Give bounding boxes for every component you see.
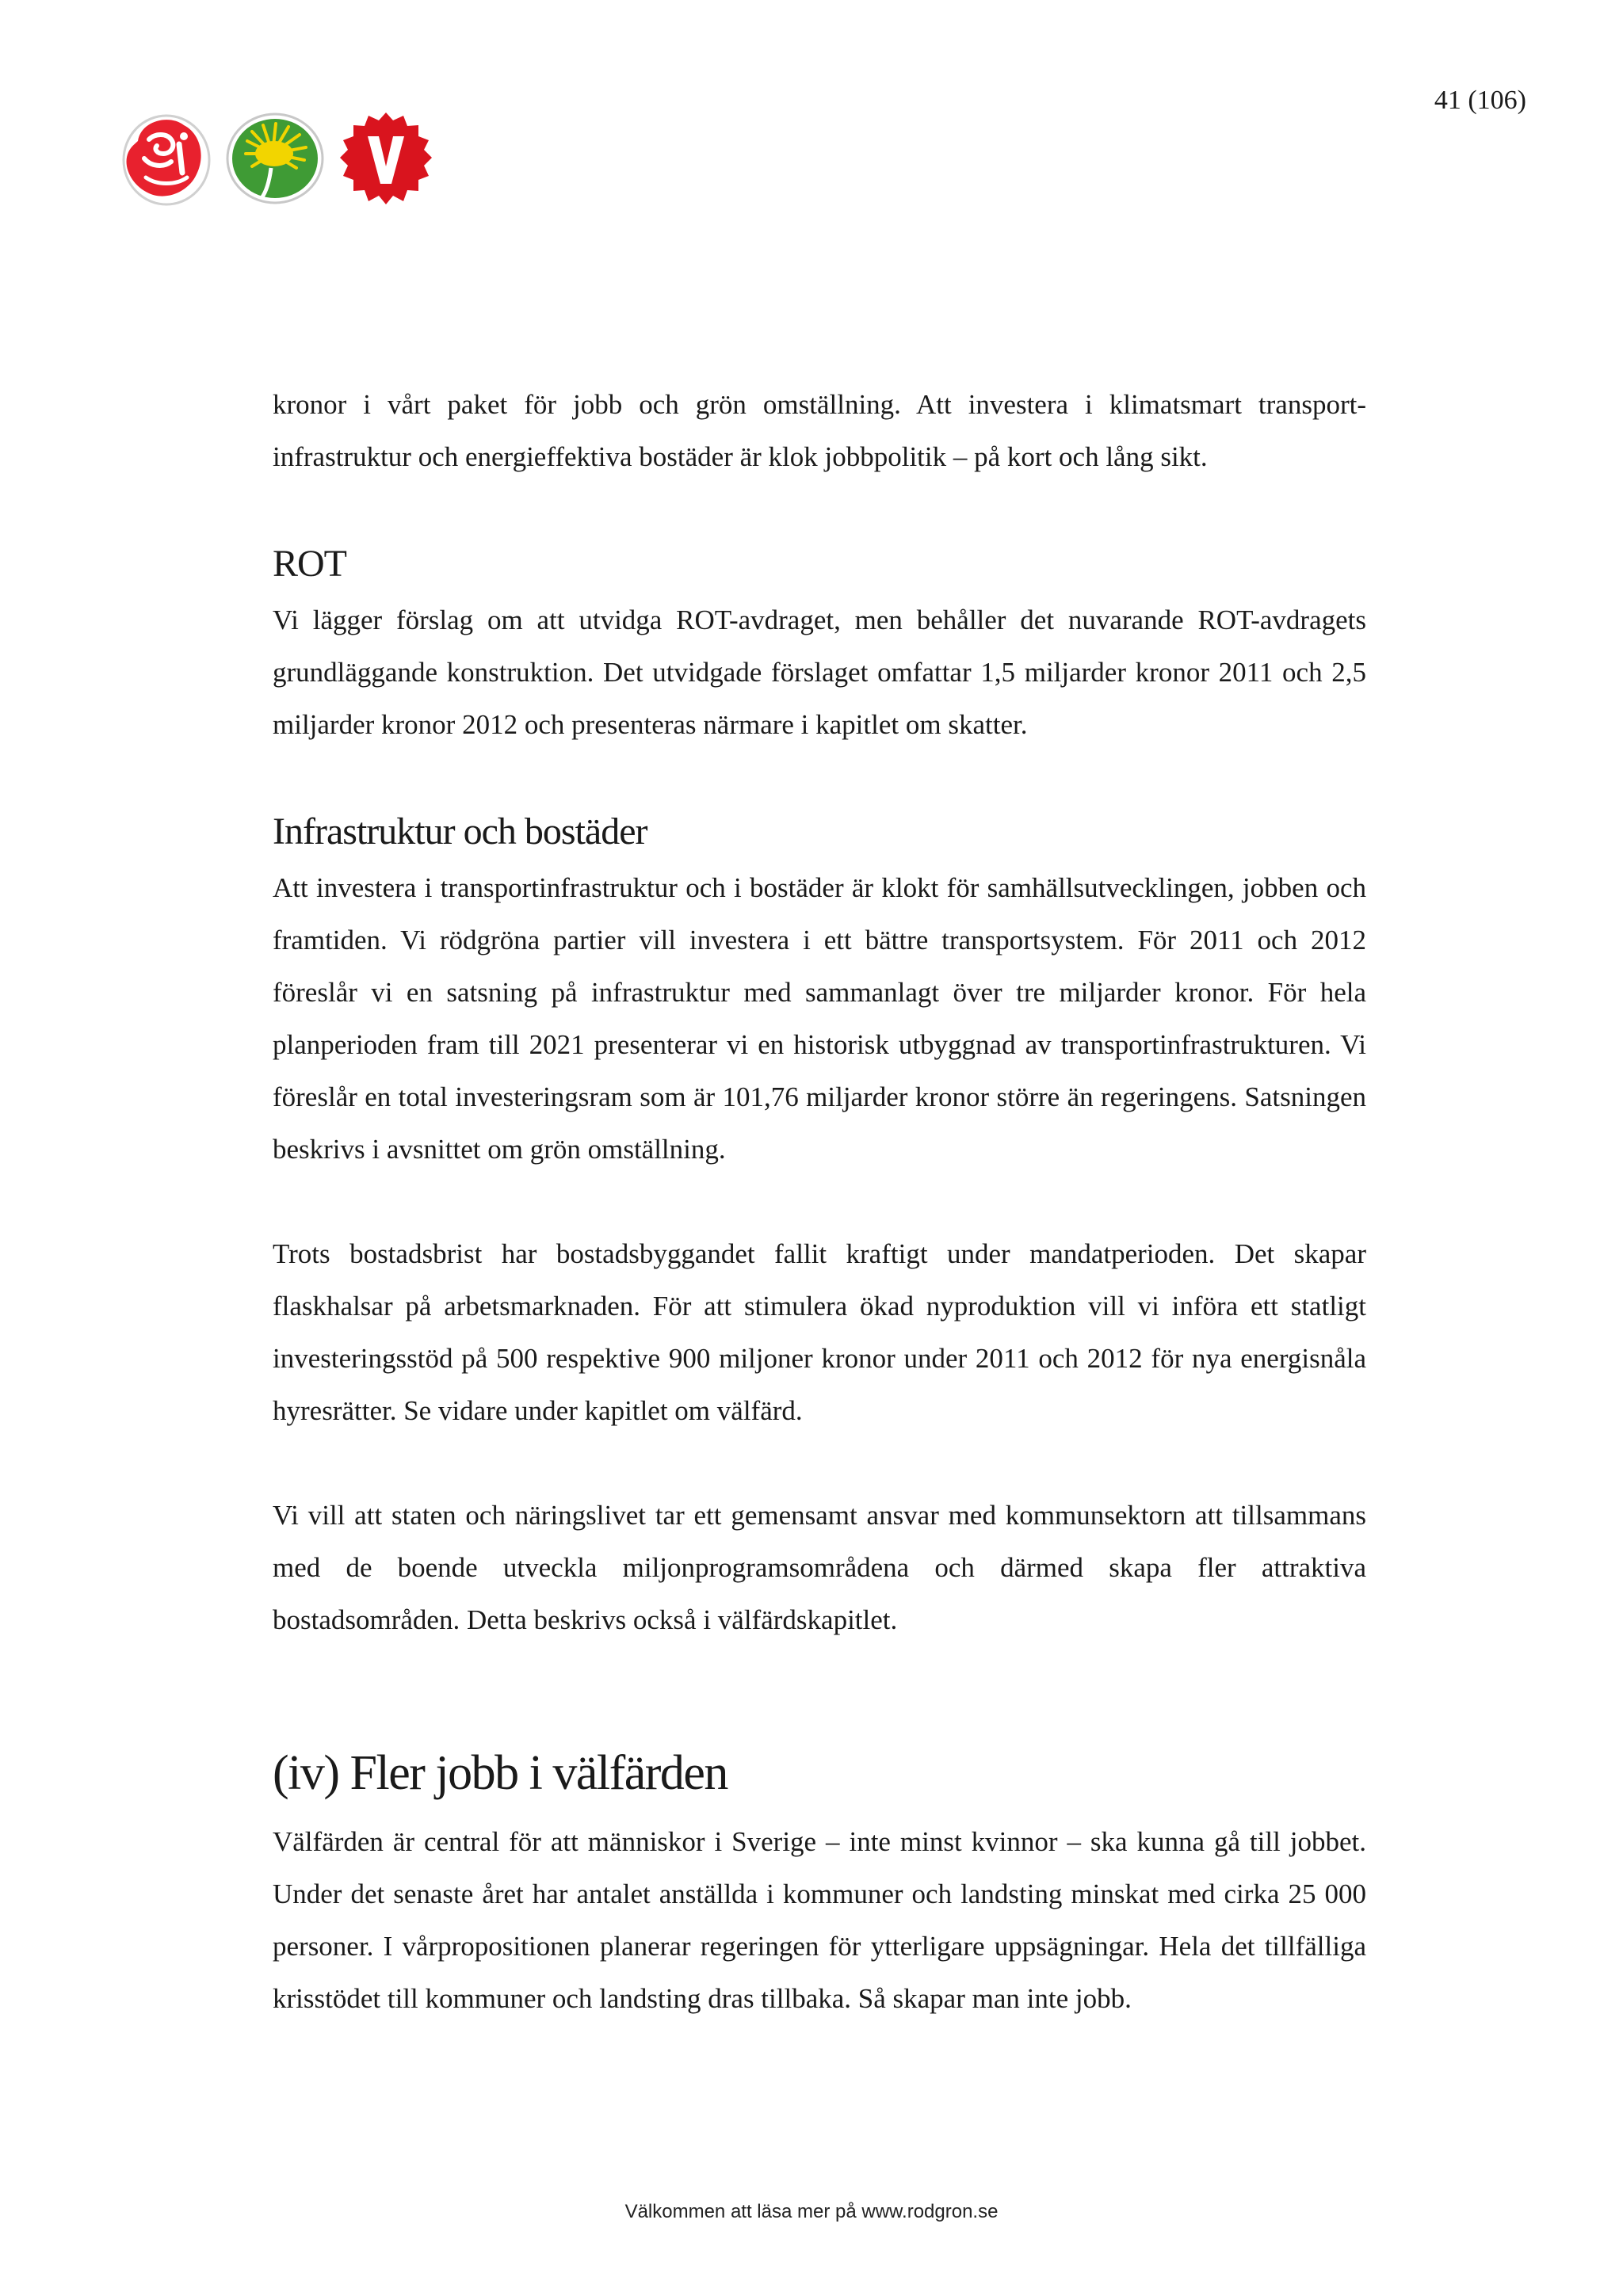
section-heading-rot: ROT <box>273 543 346 585</box>
infrastructure-paragraph-3: Vi vill att staten och näringslivet tar ett gemensamt ansvar med kommunsektorn att tillsammans med de boende utveckla miljonprogramsområdena och därmed skapa fler attraktiva bostadsområden. Detta beskrivs också i välfärdskapitlet. <box>273 1500 1366 1635</box>
party-logos <box>114 109 434 208</box>
section-heading-welfare: (iv) Fler jobb i välfärden <box>273 1746 727 1800</box>
v-logo-icon <box>338 109 434 208</box>
section-heading-infrastructure: Infrastruktur och bostäder <box>273 810 647 852</box>
intro-paragraph: kronor i vårt paket för jobb och grön omställning. Att investera i klimatsmart transport-infrastruktur och energieffektiva bostäder är klok jobbpolitik – på kort och lång sikt. <box>273 389 1366 472</box>
s-rose-logo-icon <box>114 109 212 208</box>
footer-text: Välkommen att läsa mer på www.rodgron.se <box>624 2201 999 2222</box>
welfare-paragraph: Välfärden är central för att människor i Sverige – inte minst kvinnor – ska kunna gå till jobbet. Under det senaste året har antalet anställda i kommuner och landsting minskat med cirka 25 000 personer. I vårpropositionen planerar regeringen för ytterligare uppsägningar. Hela det tillfälliga krisstödet till kommuner och landsting dras tillbaka. Så skapar man inte jobb. <box>273 1826 1366 2014</box>
infrastructure-paragraph-2: Trots bostadsbrist har bostadsbyggandet fallit kraftigt under mandatperioden. Det skapar flaskhalsar på arbetsmarknaden. För att stimulera ökad nyproduktion vill vi införa ett statligt investeringsstöd på 500 respektive 900 miljoner kronor under 2011 och 2012 för nya energisnåla hyresrätter. Se vidare under kapitlet om välfärd. <box>273 1238 1366 1426</box>
page-number: 41 (106) <box>1434 86 1526 115</box>
rot-paragraph: Vi lägger förslag om att utvidga ROT-avdraget, men behåller det nuvarande ROT-avdragets grundläggande konstruktion. Det utvidgade förslaget omfattar 1,5 miljarder kronor 2011 och 2,5 miljarder kronor 2012 och presenteras närmare i kapitlet om skatter. <box>273 605 1366 740</box>
mp-dandelion-logo-icon <box>223 109 327 208</box>
document-body <box>273 379 1366 2025</box>
infrastructure-paragraph-1: Att investera i transportinfrastruktur och i bostäder är klokt för samhällsutvecklingen, jobben och framtiden. Vi rödgröna partier vill investera i ett bättre transportsystem. För 2011 och 2012 föreslår vi en satsning på infrastruktur med sammanlagt över tre miljarder kronor. För hela planperioden fram till 2021 presenterar vi en historisk utbyggnad av transportinfrastrukturen. Vi föreslår en total investeringsram som är 101,76 miljarder kronor större än regeringens. Satsningen beskrivs i avsnittet om grön omställning. <box>273 872 1366 1165</box>
